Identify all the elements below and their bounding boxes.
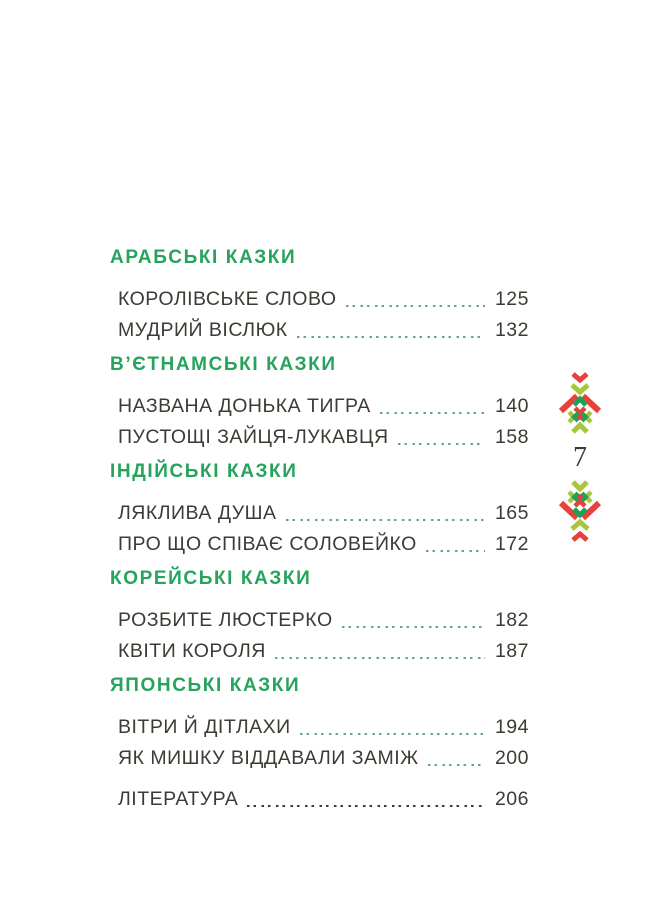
- toc-section: [110, 354, 529, 453]
- toc-sections: [110, 247, 529, 815]
- section-title: ІНДІЙСЬКІ КАЗКИ: [110, 461, 298, 482]
- toc-section: [110, 247, 529, 346]
- dot-leader: [291, 712, 495, 743]
- entry-page-number: 125: [494, 288, 529, 310]
- entry-page-number: 200: [494, 747, 529, 769]
- entry-page-number: 194: [494, 716, 529, 738]
- section-title: В’ЄТНАМСЬКІ КАЗКИ: [110, 354, 337, 375]
- section-title: КОРЕЙСЬКІ КАЗКИ: [110, 568, 312, 589]
- toc-entry: [110, 712, 529, 743]
- toc-entry: [110, 315, 529, 346]
- toc-section: [110, 568, 529, 667]
- entry-title: ПУСТОЩІ ЗАЙЦЯ-ЛУКАВЦЯ: [118, 426, 389, 448]
- dot-leader: [288, 315, 495, 346]
- dot-leader: [333, 605, 495, 636]
- dot-leader: [389, 422, 495, 453]
- entry-page-number: 187: [494, 640, 529, 662]
- toc-entry: [110, 636, 529, 667]
- toc-entry-literature: [110, 784, 529, 815]
- toc-entry: [110, 743, 529, 774]
- toc-section: [110, 461, 529, 560]
- dot-leader: [419, 743, 495, 774]
- dot-leader: [277, 498, 495, 529]
- entry-title: КОРОЛІВСЬКЕ СЛОВО: [118, 288, 337, 310]
- toc-entry: [110, 391, 529, 422]
- entry-title: РОЗБИТЕ ЛЮСТЕРКО: [118, 609, 333, 631]
- page-margin-rail: [547, 370, 613, 544]
- dot-leader: [371, 391, 495, 422]
- dot-leader: [266, 636, 495, 667]
- entry-page-number: 182: [494, 609, 529, 631]
- toc-entry: [110, 284, 529, 315]
- entry-title: ЯК МИШКУ ВІДДАВАЛИ ЗАМІЖ: [118, 747, 419, 769]
- entry-title: ПРО ЩО СПІВАЄ СОЛОВЕЙКО: [118, 533, 417, 555]
- entry-page-number: 132: [494, 319, 529, 341]
- dot-leader: [417, 529, 495, 560]
- dot-leader: [337, 284, 495, 315]
- section-title: ЯПОНСЬКІ КАЗКИ: [110, 675, 301, 696]
- toc-entry: [110, 529, 529, 560]
- entry-title: КВІТИ КОРОЛЯ: [118, 640, 266, 662]
- folk-embroidery-ornament-icon: [552, 478, 608, 544]
- entry-title: ЛІТЕРАТУРА: [118, 788, 239, 810]
- folk-embroidery-ornament-icon: [552, 370, 608, 436]
- section-title: АРАБСЬКІ КАЗКИ: [110, 247, 297, 268]
- entry-title: ЛЯКЛИВА ДУША: [118, 502, 277, 524]
- entry-page-number: 140: [494, 395, 529, 417]
- toc-entry: [110, 498, 529, 529]
- dot-leader: [238, 784, 495, 815]
- entry-page-number: 158: [494, 426, 529, 448]
- entry-page-number: 165: [494, 502, 529, 524]
- entry-page-number: 172: [494, 533, 529, 555]
- toc-section: [110, 675, 529, 774]
- entry-title: ВІТРИ Й ДІТЛАХИ: [118, 716, 291, 738]
- entry-title: МУДРИЙ ВІСЛЮК: [118, 319, 288, 341]
- table-of-contents: [110, 247, 529, 815]
- entry-title: НАЗВАНА ДОНЬКА ТИГРА: [118, 395, 371, 417]
- toc-entry: [110, 422, 529, 453]
- folio-page-number: 7: [573, 442, 587, 473]
- toc-entry: [110, 605, 529, 636]
- entry-page-number: 206: [494, 788, 529, 810]
